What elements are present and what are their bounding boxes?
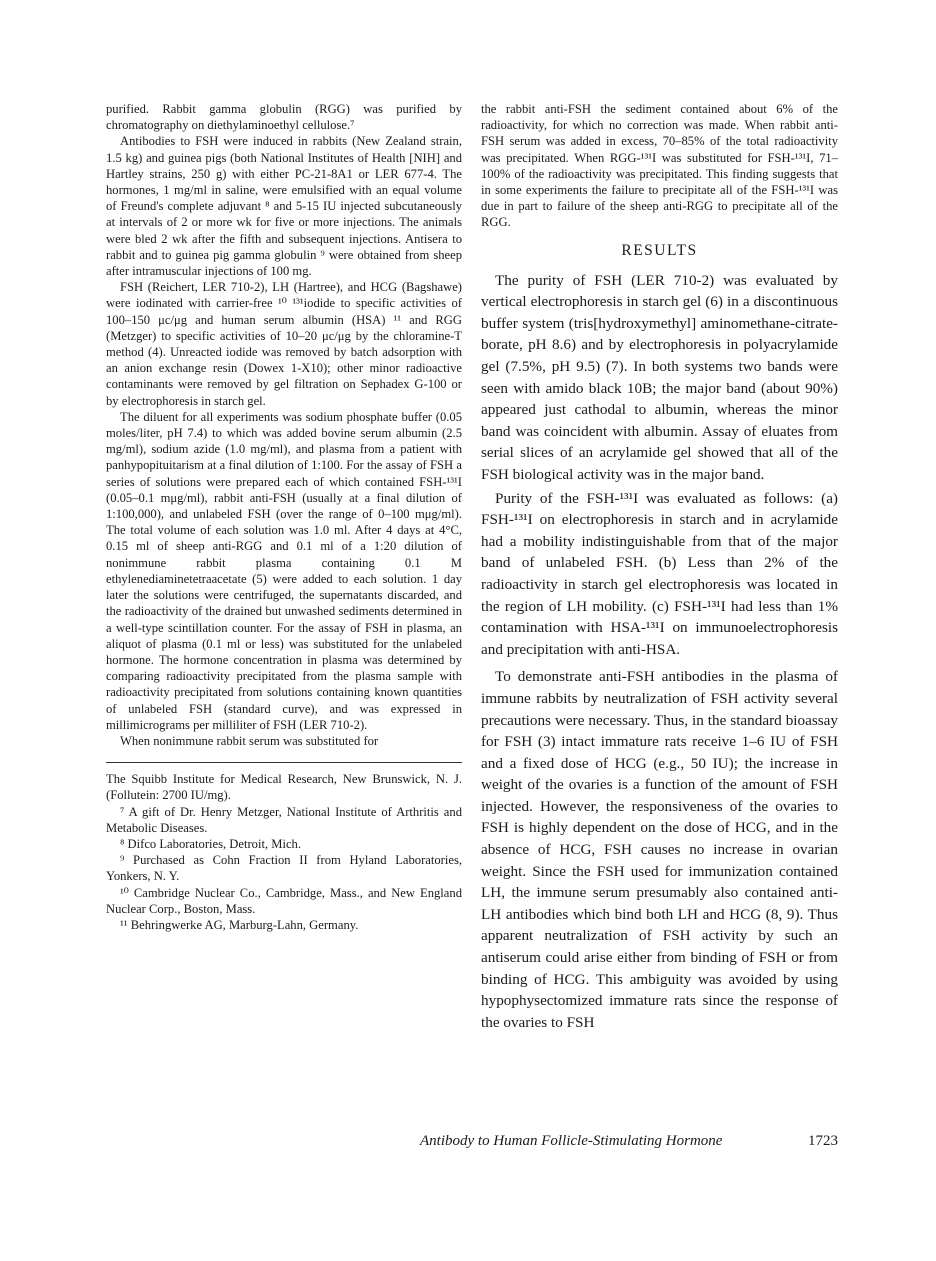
paragraph-rgg-purification: purified. Rabbit gamma globulin (RGG) was purified by chromatography on diethylaminoethyl cellulose.⁷: [106, 102, 462, 133]
right-column: [481, 101, 838, 1033]
paragraph-antibody-induction: Antibodies to FSH were induced in rabbits (New Zealand strain, 1.5 kg) and guinea pigs (both National Institutes of Health [NIH] and Hartley strains, 250 g) with either PC-21-8A1 or LER 677-4. The hormones, 1 mg/ml in saline, were emulsified with an equal volume of Freund's complete adjuvant ⁸ and 5-15 IU injected subcutaneously at intervals of 2 or more wk for five or more injections. The animals were bled 2 wk after the fifth and subsequent injections. Antisera to rabbit and to guinea pig gamma globulin ⁹ were obtained from sheep after intramuscular injections of 100 mg.: [106, 134, 462, 279]
paragraph-methods-continuation: the rabbit anti-FSH the sediment contained about 6% of the radioactivity, for which no correction was made. When rabbit anti-FSH serum was added in excess, 70–85% of the total radioactivity was precipitated. When RGG-¹³¹I was substituted for FSH-¹³¹I, 71–100% of the radioactivity was precipitated. This finding suggests that in some experiments the failure to precipitate all of the FSH-¹³¹I was due in part to failure of the sheep anti-RGG to precipitate all of the RGG.: [481, 102, 838, 230]
paragraph-neutralization: To demonstrate anti-FSH antibodies in the plasma of immune rabbits by neutralization of FSH activity several precautions were necessary. Thus, in the standard bioassay for FSH (3) intact immature rats receive 1–6 IU of FSH and a fixed dose of HCG (e.g., 50 IU); the increase in weight of the ovaries is a function of the amount of FSH injected. However, the responsiveness of the ovaries to FSH is highly dependent on the dose of HCG, and in the absence of HCG, FSH causes no increase in ovarian weight. Since the FSH used for immunization contained LH, the immune serum presumably also contained anti-LH antibodies which bind both LH and HCG (8, 9). Thus apparent neutralization of FSH activity by such an antiserum could arise either from binding of FSH or from binding of HCG. This ambiguity was avoided by using hypophysectomized immature rats since the response of the ovaries to FSH: [481, 668, 838, 1031]
left-column: [106, 101, 462, 933]
footnote-10: ¹⁰ Cambridge Nuclear Co., Cambridge, Mass., and New England Nuclear Corp., Boston, Mass.: [106, 885, 462, 916]
paragraph-iodination: FSH (Reichert, LER 710-2), LH (Hartree), and HCG (Bagshawe) were iodinated with carrier-free ¹⁰ ¹³¹iodide to specific activities of 100–150 μc/μg and human serum albumin (HSA) ¹¹ and RGG (Metzger) to specific activities of 10–20 μc/μg by the chloramine-T method (4). Unreacted iodide was removed by batch adsorption with an anion exchange resin (Dowex 1-X10); other minor radioactive contaminants were removed by gel filtration on Sephadex G-100 or by electrophoresis in starch gel.: [106, 280, 462, 408]
footnote-8: ⁸ Difco Laboratories, Detroit, Mich.: [120, 836, 301, 851]
footnote-divider: [106, 762, 462, 763]
footnote-7: ⁷ A gift of Dr. Henry Metzger, National Institute of Arthritis and Metabolic Diseases.: [106, 804, 462, 835]
page-footer: [420, 1131, 838, 1151]
footnotes: [106, 771, 462, 933]
section-heading-results: RESULTS: [621, 241, 698, 259]
footnote-11: ¹¹ Behringwerke AG, Marburg-Lahn, Germany.: [120, 917, 359, 932]
paragraph-fsh-purity: The purity of FSH (LER 710-2) was evaluated by vertical electrophoresis in starch gel (6) in a discontinuous buffer system (tris[hydroxymethyl] aminomethane-citrate-borate, pH 8.6) and by electrophoresis in polyacrylamide gel (7.5%, pH 9.5) (7). In both systems two bands were seen with amido black 10B; the major band (about 90%) appeared just cathodal to albumin, whereas the minor band was coincident with albumin. Assay of eluates from serial slices of an acrylamide gel showed that all of the FSH biological activity was in the major band.: [481, 271, 838, 483]
running-title: Antibody to Human Follicle-Stimulating Hormone: [420, 1133, 723, 1149]
paragraph-diluent-assay: The diluent for all experiments was sodium phosphate buffer (0.05 moles/liter, pH 7.4) to which was added bovine serum albumin (2.5 mg/ml), sodium azide (1.0 mg/ml), and plasma from a patient with panhypopituitarism at a final dilution of 1:100. For the assay of FSH a series of solutions were prepared each of which contained FSH-¹³¹I (0.05–0.1 mμg/ml), rabbit anti-FSH (usually at a final dilution of 1:100,000), and unlabeled FSH (over the range of 0–100 mμg/ml). The total volume of each solution was 1.0 ml. After 4 days at 4°C, 0.15 ml of sheep anti-RGG and 0.1 ml of a 1:20 dilution of nonimmune rabbit plasma containing 0.1 M ethylenediaminetetraacetate (5) were added to each solution. 1 day later the solutions were centrifuged, the supernatants discarded, and the radioactivity of the drained but unwashed sediments determined in a well-type scintillation counter. For the assay of FSH in plasma, an aliquot of plasma (0.1 ml or less) was substituted for the unlabeled hormone. The hormone concentration in plasma was determined by comparing radioactivity precipitated from the plasma sample with radioactivity precipitated from solutions containing known quantities of unlabeled FSH (standard curve), and was expressed in millimicrograms per milliliter of FSH (LER 710-2).: [106, 409, 462, 732]
page-number: 1723: [808, 1133, 838, 1149]
paragraph-nonimmune-serum: When nonimmune rabbit serum was substituted for: [120, 733, 379, 748]
footnote-squibb: The Squibb Institute for Medical Research, New Brunswick, N. J. (Follutein: 2700 IU/mg).: [106, 772, 462, 803]
footnote-9: ⁹ Purchased as Cohn Fraction II from Hyland Laboratories, Yonkers, N. Y.: [106, 853, 462, 884]
paragraph-labeled-fsh-purity: Purity of the FSH-¹³¹I was evaluated as follows: (a) FSH-¹³¹I on electrophoresis in starch and in acrylamide had a mobility indistinguishable from that of the major band of unlabeled FSH. (b) Less than 2% of the radioactivity in starch gel electrophoresis was located in the region of LH mobility. (c) FSH-¹³¹I had less than 1% contamination with HSA-¹³¹I on immunoelectrophoresis and precipitation with anti-HSA.: [481, 489, 838, 658]
